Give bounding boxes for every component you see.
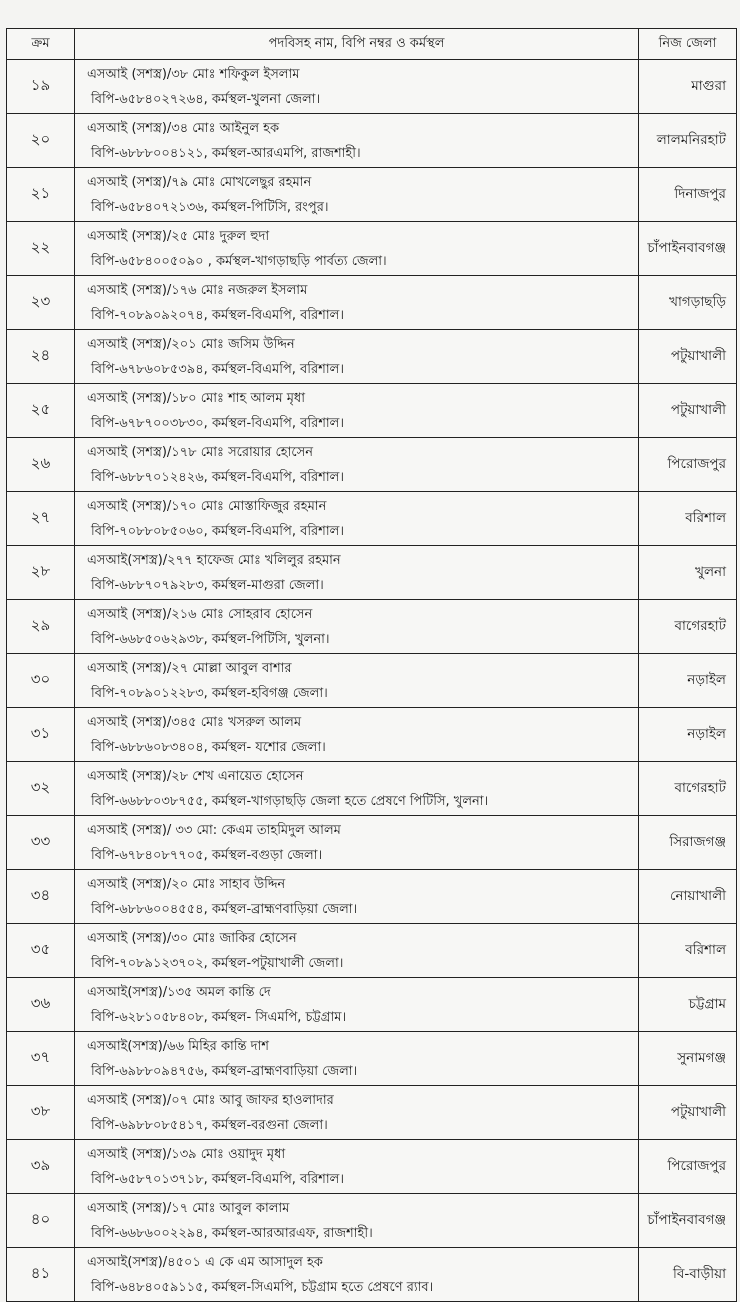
serial-number: ৩৭	[7, 1032, 75, 1086]
home-district: নোয়াখালী	[639, 870, 737, 924]
officer-name: এসআই (সশস্ত্র)/২৭ মোল্লা আবুল বাশার	[87, 660, 292, 676]
table-body	[7, 60, 737, 1302]
officer-detail	[75, 114, 639, 168]
bp-and-workplace: বিপি-৬৭৮৪০৮৭৭০৫, কর্মস্থল-বগুড়া জেলা।	[91, 847, 323, 863]
table-row	[7, 762, 737, 816]
bp-and-workplace: বিপি-৬২৮১০৫৮৪০৮, কর্মস্থল- সিএমপি, চট্টগ্রাম।	[91, 1009, 347, 1025]
bp-and-workplace: বিপি-৬৬৮৫০৬২৯৩৮, কর্মস্থল-পিটিসি, খুলনা।	[91, 631, 330, 647]
home-district: চট্টগ্রাম	[639, 978, 737, 1032]
officer-name: এসআই (সশস্ত্র)/২১৬ মোঃ সোহরাব হোসেন	[87, 606, 313, 622]
serial-number: ২১	[7, 168, 75, 222]
home-district: লালমনিরহাট	[639, 114, 737, 168]
table-header	[7, 29, 737, 60]
bp-and-workplace: বিপি-৭০৮৯১২৩৭০২, কর্মস্থল-পটুয়াখালী জেলা।	[91, 955, 344, 971]
header-serial: ক্রম	[7, 29, 75, 60]
serial-number: ১৯	[7, 60, 75, 114]
officer-detail	[75, 1032, 639, 1086]
home-district: দিনাজপুর	[639, 168, 737, 222]
officer-name: এসআই (সশস্ত্র)/২০ মোঃ সাহাব উদ্দিন	[87, 876, 286, 892]
serial-number: ৩৪	[7, 870, 75, 924]
bp-and-workplace: বিপি-৬৫৮৪০২৭২৬৪, কর্মস্থল-খুলনা জেলা।	[91, 91, 321, 107]
officer-detail	[75, 600, 639, 654]
officer-name: এসআই (সশস্ত্র)/২০১ মোঃ জসিম উদ্দিন	[87, 336, 295, 352]
table-row	[7, 384, 737, 438]
officer-detail	[75, 1140, 639, 1194]
officer-name: এসআই(সশস্ত্র)/৬৬ মিহির কান্তি দাশ	[87, 1038, 269, 1054]
home-district: বরিশাল	[639, 492, 737, 546]
serial-number: ৩০	[7, 654, 75, 708]
officer-detail	[75, 492, 639, 546]
home-district: বরিশাল	[639, 924, 737, 978]
serial-number: ২৪	[7, 330, 75, 384]
bp-and-workplace: বিপি-৭০৮৯০১২২৮৩, কর্মস্থল-হবিগঞ্জ জেলা।	[91, 685, 328, 701]
home-district: নড়াইল	[639, 654, 737, 708]
transfer-list-table	[6, 28, 737, 1302]
home-district: খুলনা	[639, 546, 737, 600]
officer-detail	[75, 654, 639, 708]
home-district: মাগুরা	[639, 60, 737, 114]
table-row	[7, 1140, 737, 1194]
bp-and-workplace: বিপি-৬৯৮৮০৯৪৭৫৬, কর্মস্থল-ব্রাহ্মণবাড়িয়া জেলা।	[91, 1063, 358, 1079]
officer-detail	[75, 546, 639, 600]
table-row	[7, 924, 737, 978]
serial-number: ২৯	[7, 600, 75, 654]
officer-detail	[75, 1194, 639, 1248]
bp-and-workplace: বিপি-৬৪৮৪০৫৯১১৫, কর্মস্থল-সিএমপি, চট্টগ্রাম হতে প্রেষণে র‍্যাব।	[91, 1279, 434, 1295]
header-row	[7, 29, 737, 60]
serial-number: ৩২	[7, 762, 75, 816]
home-district: বাগেরহাট	[639, 600, 737, 654]
officer-detail	[75, 222, 639, 276]
officer-name: এসআই (সশস্ত্র)/১৭৬ মোঃ নজরুল ইসলাম	[87, 282, 308, 298]
table-row	[7, 1248, 737, 1302]
bp-and-workplace: বিপি-৬৮৮৭০৭৯২৮৩, কর্মস্থল-মাগুরা জেলা।	[91, 577, 324, 593]
bp-and-workplace: বিপি-৬৮৮৮০০৪১২১, কর্মস্থল-আরএমপি, রাজশাহী।	[91, 145, 361, 161]
bp-and-workplace: বিপি-৬৭৮৭০০৩৮৩০, কর্মস্থল-বিএমপি, বরিশাল।	[91, 415, 345, 431]
serial-number: ২৫	[7, 384, 75, 438]
officer-name: এসআই(সশস্ত্র)/২৭৭ হাফেজ মোঃ খলিলুর রহমান	[87, 552, 341, 568]
header-detail: পদবিসহ নাম, বিপি নম্বর ও কর্মস্থল	[75, 29, 639, 60]
officer-detail	[75, 762, 639, 816]
table-row	[7, 276, 737, 330]
officer-name: এসআই (সশস্ত্র)/ ৩৩ মো: কেএম তাহমিদুল আলম	[87, 822, 341, 838]
table-row	[7, 1194, 737, 1248]
officer-name: এসআই (সশস্ত্র)/৩৪ মোঃ আইনুল হক	[87, 120, 280, 136]
officer-name: এসআই(সশস্ত্র)/৪৫০১ এ কে এম আসাদুল হক	[87, 1254, 323, 1270]
bp-and-workplace: বিপি-৬৫৮৪০৭২১৩৬, কর্মস্থল-পিটিসি, রংপুর।	[91, 199, 329, 215]
home-district: বি-বাড়ীয়া	[639, 1248, 737, 1302]
bp-and-workplace: বিপি-৬৯৮৮০৮৫৪১৭, কর্মস্থল-বরগুনা জেলা।	[91, 1117, 328, 1133]
home-district: পটুয়াখালী	[639, 384, 737, 438]
bp-and-workplace: বিপি-৬৫৮৪০০৫০৯০ , কর্মস্থল-খাগড়াছড়ি পার্বত্য জেলা।	[91, 253, 387, 269]
bp-and-workplace: বিপি-৬৮৮৬০০৪৫৫৪, কর্মস্থল-ব্রাহ্মণবাড়িয়া জেলা।	[91, 901, 358, 917]
table-row	[7, 1086, 737, 1140]
bp-and-workplace: বিপি-৬৬৮৬০০২২৯৪, কর্মস্থল-আরআরএফ, রাজশাহী।	[91, 1225, 373, 1241]
officer-detail	[75, 708, 639, 762]
officer-name: এসআই (সশস্ত্র)/৭৯ মোঃ মোখলেছুর রহমান	[87, 174, 312, 190]
officer-name: এসআই (সশস্ত্র)/৩৮ মোঃ শফিকুল ইসলাম	[87, 66, 300, 82]
serial-number: ৩৬	[7, 978, 75, 1032]
serial-number: ৩১	[7, 708, 75, 762]
serial-number: ২০	[7, 114, 75, 168]
bp-and-workplace: বিপি-৬৫৮৭০১৩৭১৮, কর্মস্থল-বিএমপি, বরিশাল।	[91, 1171, 344, 1187]
table-row	[7, 546, 737, 600]
home-district: পিরোজপুর	[639, 438, 737, 492]
serial-number: ২৭	[7, 492, 75, 546]
home-district: সিরাজগঞ্জ	[639, 816, 737, 870]
officer-name: এসআই(সশস্ত্র)/১৩৫ অমল কান্তি দে	[87, 984, 271, 1000]
officer-name: এসআই (সশস্ত্র)/১৮০ মোঃ শাহ আলম মৃধা	[87, 390, 305, 406]
table-row	[7, 978, 737, 1032]
serial-number: ৪১	[7, 1248, 75, 1302]
table-row	[7, 438, 737, 492]
table-row	[7, 708, 737, 762]
officer-detail	[75, 1248, 639, 1302]
table-row	[7, 600, 737, 654]
officer-detail	[75, 978, 639, 1032]
table-row	[7, 222, 737, 276]
table-row	[7, 492, 737, 546]
table-row	[7, 870, 737, 924]
bp-and-workplace: বিপি-৭০৮৮০৮৫০৬০, কর্মস্থল-বিএমপি, বরিশাল।	[91, 523, 344, 539]
serial-number: ৩৫	[7, 924, 75, 978]
table-row	[7, 168, 737, 222]
serial-number: ২৮	[7, 546, 75, 600]
bp-and-workplace: বিপি-৬৬৮৮০৩৮৭৫৫, কর্মস্থল-খাগড়াছড়ি জেলা হতে প্রেষণে পিটিসি, খুলনা।	[91, 793, 489, 809]
officer-detail	[75, 438, 639, 492]
officer-name: এসআই (সশস্ত্র)/০৭ মোঃ আবু জাফর হাওলাদার	[87, 1092, 334, 1108]
officer-detail	[75, 330, 639, 384]
bp-and-workplace: বিপি-৬৭৮৬০৮৫৩৯৪, কর্মস্থল-বিএমপি, বরিশাল।	[91, 361, 344, 377]
officer-name: এসআই (সশস্ত্র)/১৭ মোঃ আবুল কালাম	[87, 1200, 290, 1216]
bp-and-workplace: বিপি-৬৮৮৭০১২৪২৬, কর্মস্থল-বিএমপি, বরিশাল।	[91, 469, 344, 485]
serial-number: ৩৯	[7, 1140, 75, 1194]
home-district: পটুয়াখালী	[639, 330, 737, 384]
officer-detail	[75, 384, 639, 438]
officer-name: এসআই (সশস্ত্র)/৩৪৫ মোঃ খসরুল আলম	[87, 714, 302, 730]
home-district: চাঁপাইনবাবগঞ্জ	[639, 1194, 737, 1248]
home-district: পটুয়াখালী	[639, 1086, 737, 1140]
home-district: পিরোজপুর	[639, 1140, 737, 1194]
officer-name: এসআই (সশস্ত্র)/১৭৮ মোঃ সরোয়ার হোসেন	[87, 444, 313, 460]
serial-number: ২৬	[7, 438, 75, 492]
officer-detail	[75, 60, 639, 114]
home-district: চাঁপাইনবাবগঞ্জ	[639, 222, 737, 276]
home-district: নড়াইল	[639, 708, 737, 762]
table-row	[7, 114, 737, 168]
officer-name: এসআই (সশস্ত্র)/৩০ মোঃ জাকির হোসেন	[87, 930, 297, 946]
officer-detail	[75, 168, 639, 222]
officer-name: এসআই (সশস্ত্র)/২৮ শেখ এনায়েত হোসেন	[87, 768, 304, 784]
officer-name: এসআই (সশস্ত্র)/১৭০ মোঃ মোস্তাফিজুর রহমান	[87, 498, 327, 514]
officer-detail	[75, 816, 639, 870]
home-district: সুনামগঞ্জ	[639, 1032, 737, 1086]
officer-name: এসআই (সশস্ত্র)/১৩৯ মোঃ ওয়াদুদ মৃধা	[87, 1146, 286, 1162]
table-row	[7, 60, 737, 114]
table-row	[7, 654, 737, 708]
header-district: নিজ জেলা	[639, 29, 737, 60]
table-row	[7, 816, 737, 870]
officer-detail	[75, 1086, 639, 1140]
serial-number: ৩৮	[7, 1086, 75, 1140]
serial-number: ২৩	[7, 276, 75, 330]
table-row	[7, 330, 737, 384]
bp-and-workplace: বিপি-৭০৮৯০৯২০৭৪, কর্মস্থল-বিএমপি, বরিশাল।	[91, 307, 344, 323]
table-row	[7, 1032, 737, 1086]
officer-detail	[75, 924, 639, 978]
serial-number: ২২	[7, 222, 75, 276]
bp-and-workplace: বিপি-৬৮৮৬০৮৩৪০৪, কর্মস্থল- যশোর জেলা।	[91, 739, 326, 755]
officer-detail	[75, 870, 639, 924]
home-district: খাগড়াছড়ি	[639, 276, 737, 330]
serial-number: ৩৩	[7, 816, 75, 870]
document-sheet	[6, 28, 738, 1302]
officer-name: এসআই (সশস্ত্র)/২৫ মোঃ দুরুল হুদা	[87, 228, 270, 244]
serial-number: ৪০	[7, 1194, 75, 1248]
home-district: বাগেরহাট	[639, 762, 737, 816]
officer-detail	[75, 276, 639, 330]
